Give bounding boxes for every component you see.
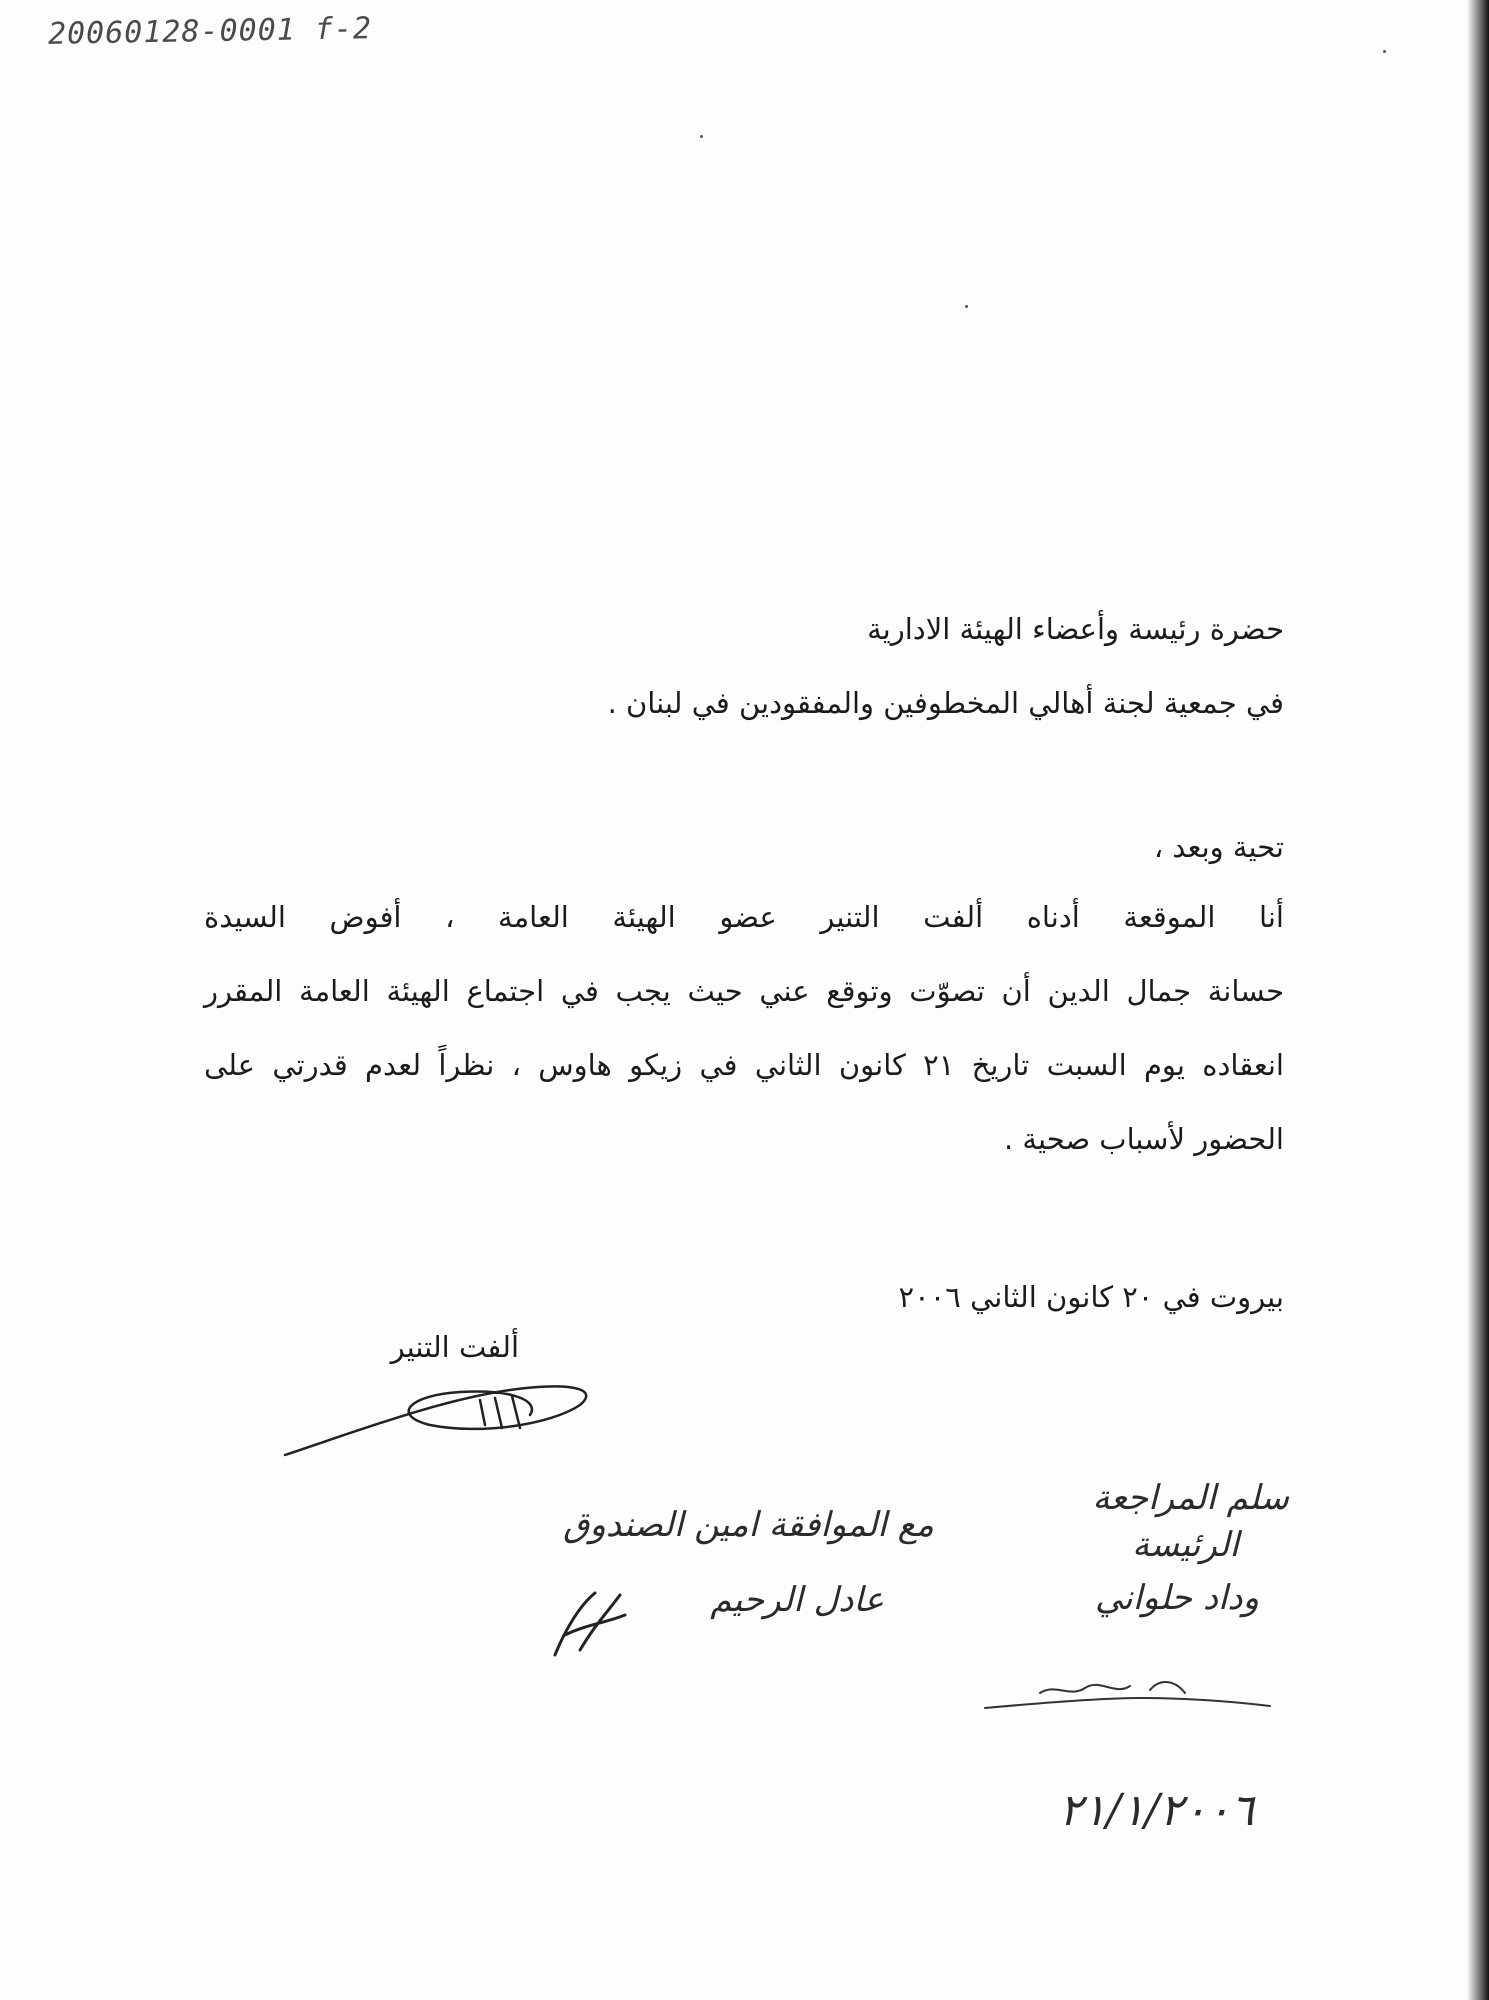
signature-drawing <box>280 1380 610 1460</box>
reference-number: 20060128-0001 f-2 <box>47 11 373 52</box>
body-line-2: حسانة جمال الدين أن تصوّت وتوقع عني حيث يجب في اجتماع الهيئة العامة المقرر <box>204 974 1284 1008</box>
scan-edge-shadow <box>1467 0 1489 2000</box>
addressee-line-2: في جمعية لجنة أهالي المخطوفين والمفقودين في لبنان . <box>607 686 1284 720</box>
handwritten-note-left-1: مع الموافقة امين الصندوق <box>563 1505 934 1545</box>
handwritten-note-right-1: سلم المراجعة <box>1092 1478 1289 1518</box>
scan-speck <box>965 305 968 308</box>
handwritten-note-left-2: عادل الرحيم <box>710 1580 884 1620</box>
initials-scribble-left <box>545 1585 635 1660</box>
handwritten-note-right-3: وداد حلواني <box>1094 1578 1259 1618</box>
greeting: تحية وبعد ، <box>1153 830 1284 864</box>
body-line-1: أنا الموقعة أدناه ألفت التنير عضو الهيئة العامة ، أفوض السيدة <box>204 900 1284 934</box>
scan-speck <box>1383 50 1386 53</box>
letter-body <box>204 880 1284 1176</box>
body-line-3: انعقاده يوم السبت تاريخ ٢١ كانون الثاني في زيكو هاوس ، نظراً لعدم قدرتي على <box>204 1048 1284 1082</box>
handwritten-date: ٢١/١/٢٠٠٦ <box>1058 1785 1254 1836</box>
signature-scribble-right <box>980 1668 1280 1728</box>
body-line-4: الحضور لأسباب صحية . <box>1004 1122 1284 1156</box>
handwritten-note-right-2: الرئيسة <box>1132 1525 1239 1565</box>
scan-speck <box>700 135 703 138</box>
addressee-line-1: حضرة رئيسة وأعضاء الهيئة الادارية <box>867 612 1284 646</box>
signatory-name: ألفت التنير <box>390 1330 519 1364</box>
place-and-date: بيروت في ٢٠ كانون الثاني ٢٠٠٦ <box>898 1280 1284 1314</box>
